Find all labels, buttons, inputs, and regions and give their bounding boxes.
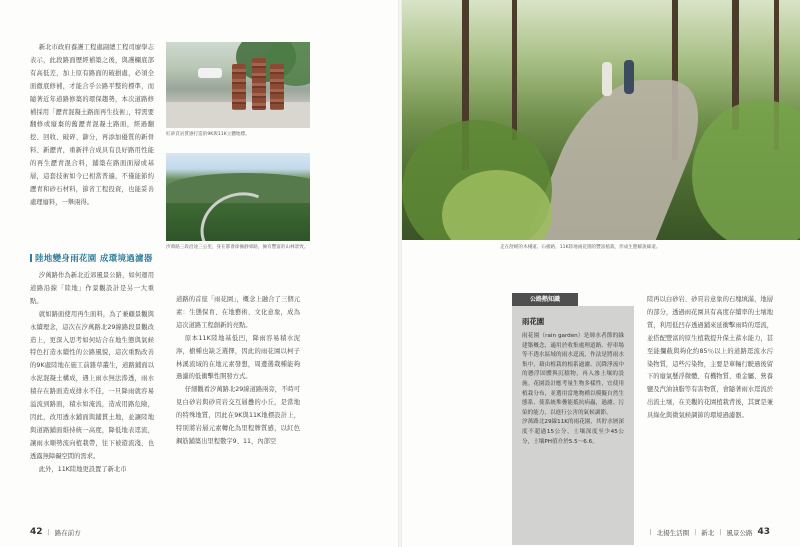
sidebar-paragraph: 汐萬路北29線11K的雨花園，其貯水層深度不超過15公分，土壤深度至少45公分，土壤PH值介於5.5～6.6。 <box>522 419 624 445</box>
car-shape <box>198 68 222 78</box>
sidebar-paragraph: 雨花園（rain garden）是師水者節的綠建築概念，適用於收集處理道路、停車場等不透水區域的雨水逕流，作法是將雨水集中，藉由植栽的根系過濾、沉降淨流中的懸浮固體與沉積物，再入滲土壤的設施。花園設計應考量生物多樣性，宜使用植栽分布，並選用當地物種以模擬自然生態系，使系統堆疊能抵抗病蟲，過濾、污染的能力，以進行公害的氣候調節。 <box>522 333 624 416</box>
intro-column <box>30 42 154 210</box>
intro-paragraph: 新北市政府養護工程處副總工程司廖學志表示，此段路面歷經補築之後，與護欄底部有高低差，加上原有路面的破損處，必須全面徹底修補，才能合乎公路平整的標準，而隨著近年道路修築的環保趨勢，本次道路修補採用「瀝青混凝土路面再生技術」，特需要翻修或廢棄的舊瀝青混凝土路面，經過翻挖、回收、破碎、篩分，再添加優質的新骨料、新瀝青，重新拌合成具有良好路用性能的再生瀝青混合料，鋪築在路面面層或基層，這套技術如今已相當普遍，不僅能節約瀝青和砂石材料，節省工程投資，也能妥善處理廢料，一舉兩得。 <box>30 44 154 206</box>
left-folio <box>30 527 81 537</box>
right-body-column <box>647 294 773 423</box>
trail-photo-caption: 走在舒緩的木棧道、石板路，11K陸地兩花園的豐富植栽，形成生態解說廊道。 <box>500 245 661 250</box>
sidebar-title: 雨花園 <box>522 317 545 326</box>
sidebar-body <box>522 332 624 447</box>
folio-separator: | <box>47 528 50 536</box>
body-paragraph: 此外，11K陸地更設置了新北市 <box>38 465 127 473</box>
body-paragraph: 仔細觀看汐萬路北29線道路兩旁，不時可見白砂岩與砂頁岩交互層疊的小丘，是當地的特殊地質，因此在9K與11K地標設計上，特別將岩層元素轉化為里程牌質感，以紅色鋼筋鋪築出里程數字9、11，內部空 <box>176 386 300 445</box>
rain-garden-sidebar <box>512 306 634 545</box>
body-paragraph: 汐萬路作為新北近郊風景公路，如何運用道路沿線「陸地」作景觀設計是另一大重點。 <box>30 272 154 305</box>
left-body-column <box>30 270 154 477</box>
page-number: 42 <box>30 527 43 537</box>
folio-separator: | <box>719 528 722 536</box>
mountain-road-photo <box>166 153 310 241</box>
body-paragraph: 就如路面使用再生面料，為了兼顧景觀與永續理念，這次在汐萬路北29線路段景觀改造上，更深入思考如何結合在地生態與氣候特色打造永續性的公路風貌，這次重點改善的9K處陸地在施工前雜草叢生，道路鋪面以水泥混凝土構成，遇上雨水無法滲透，雨水積存在路面造成排水不佳，一旦降雨就容易溢流到路面，積水如淹流，造成用路危險，因此，改用透水鋪面與鋪貫土地，並讓陸地與道路鋪面維持統一高度，降低地表逕流，讓雨水順勢流向植栽帶，往下被遊流淺，也透露無障礙空間的需求。 <box>30 310 154 460</box>
folio-separator: | <box>694 528 697 536</box>
road-photo-caption: 汐萬路三段沿途三公里，身在都會卻擁靜郊路，擁有豐富的山林景致。 <box>166 245 309 250</box>
rain-garden-trail-photo <box>402 0 800 240</box>
right-folio <box>649 527 770 537</box>
sidebar-tag: 公路熱知識 <box>512 293 578 306</box>
landmark-pillars-photo <box>166 42 310 128</box>
middle-body-column <box>176 294 300 449</box>
page-number: 43 <box>757 527 770 537</box>
folio-label: 北揚生活圈 <box>656 528 690 537</box>
body-paragraph: 陸再以白砂岩、砂頁岩意象的石塊填滿，地層的部分，透過雨花園具有高度存續率的土壤地質，利用低凹存透過鋪來延衝擊雨時的逕流，並搭配豐富的原生植栽提升保土蓄水能力，甚至能攔截與夠化約85％以上的道路逕流水污染物質，這些污染物，主要是車輛行駛過後留下的廢氣懸浮微體、有機物質、重金屬、營養鹽及汽油油脂等有害物質，會隨著雨水逕流於出流土壤，在美觀的花園植栽背後，其實是兼具綠化與微氣候調節的環境過濾器。 <box>647 296 773 420</box>
body-paragraph: 原本11K陸地基低凹，降雨容易積水泥濘，樹種也缺乏選擇，因此的雨花園以柯子林溪流域的在地元素發想，周邊選栽種能夠過濾的低衝擊性開發方式。 <box>176 334 300 381</box>
folio-label: 路在前方 <box>54 528 81 537</box>
section-heading: 陸地變身雨花園 成環境過濾器 <box>30 252 170 264</box>
pillars-photo-caption: 紅砂頁岩質感打造的9K與11K立體地標。 <box>166 132 250 137</box>
body-paragraph: 道路的首座「雨花園」，概念上融合了三個元素：生態保育、在地藝術、文化意象，成為這次道路工程創新的亮點。 <box>176 296 300 329</box>
folio-separator: | <box>649 528 652 536</box>
folio-label: 新北 <box>701 528 715 537</box>
folio-label: 風景公路 <box>726 528 753 537</box>
